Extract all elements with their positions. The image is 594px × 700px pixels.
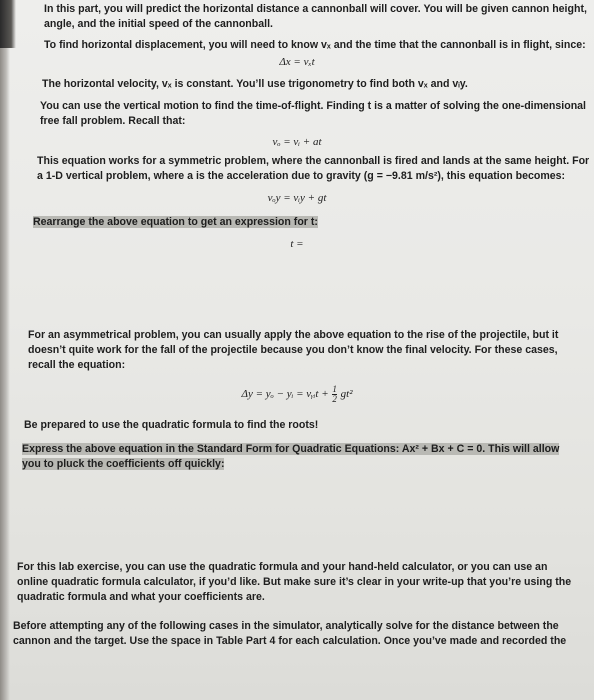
before-line-2: cannon and the target. Use the space in Table Part 4 for each calculation. Once you’ve made and recorded the [13, 635, 567, 647]
quadratic-note: Be prepared to use the quadratic formula to find the roots! [24, 419, 319, 431]
vertical-line-2: free fall problem. Recall that: [40, 115, 186, 127]
equation-displacement: Δx = vₓt [279, 56, 315, 68]
equation-displacement-y: Δy = yₒ − yᵢ = vᵧᵢt + $\frac{1}{2}$ gt² [241, 384, 353, 404]
intro-line-2: angle, and the initial speed of the cannonball. [44, 18, 273, 30]
equation-time-blank: t = [290, 238, 304, 250]
lab-line-1: For this lab exercise, you can use the quadratic formula and your hand-held calculator, or you can use an [17, 561, 548, 573]
page-edge-shadow [0, 0, 10, 700]
background-corner [0, 0, 16, 48]
lab-line-2: online quadratic formula calculator, if you’d like. But make sure it’s clear in your write-up that you’re using the [17, 576, 572, 588]
rearrange-prompt: Rearrange the above equation to get an expression for t: [33, 216, 318, 228]
symmetric-line-1: This equation works for a symmetric problem, where the cannonball is fired and lands at the same height. For [37, 155, 590, 167]
intro-line-3: To find horizontal displacement, you will need to know vₓ and the time that the cannonball is in flight, since: [44, 39, 586, 51]
vertical-line-1: You can use the vertical motion to find the time-of-flight. Finding t is a matter of solving the one-dimensional [40, 100, 586, 112]
symmetric-line-2: a 1-D vertical problem, where a is the acceleration due to gravity (g = −9.81 m/s²), this equation becomes: [37, 170, 566, 182]
asym-line-3: recall the equation: [28, 359, 126, 371]
lab-line-3: quadratic formula and what your coefficients are. [17, 591, 265, 603]
asym-line-2: doesn’t quite work for the fall of the projectile because you don’t know the final velocity. For these cases, [28, 344, 558, 356]
velocity-text: The horizontal velocity, vₓ is constant. You’ll use trigonometry to find both vₓ and vᵢy. [42, 78, 468, 90]
equation-kinematic: vₒ = vᵢ + at [272, 136, 322, 148]
standard-line-1: Express the above equation in the Standard Form for Quadratic Equations: Ax² + Bx + C = 0. This will allow [22, 443, 560, 455]
asym-line-1: For an asymmetrical problem, you can usually apply the above equation to the rise of the projectile, but it [28, 329, 559, 341]
intro-line-1: In this part, you will predict the horizontal distance a cannonball will cover. You will be given cannon height, [44, 3, 587, 15]
fraction-one-half: $\frac{1}{2}$ [332, 384, 337, 404]
before-line-1: Before attempting any of the following cases in the simulator, analytically solve for the distance between the [13, 620, 559, 632]
equation-vertical: vₒy = vᵢy + gt [267, 192, 327, 204]
standard-line-2: you to pluck the coefficients off quickly: [22, 458, 225, 470]
